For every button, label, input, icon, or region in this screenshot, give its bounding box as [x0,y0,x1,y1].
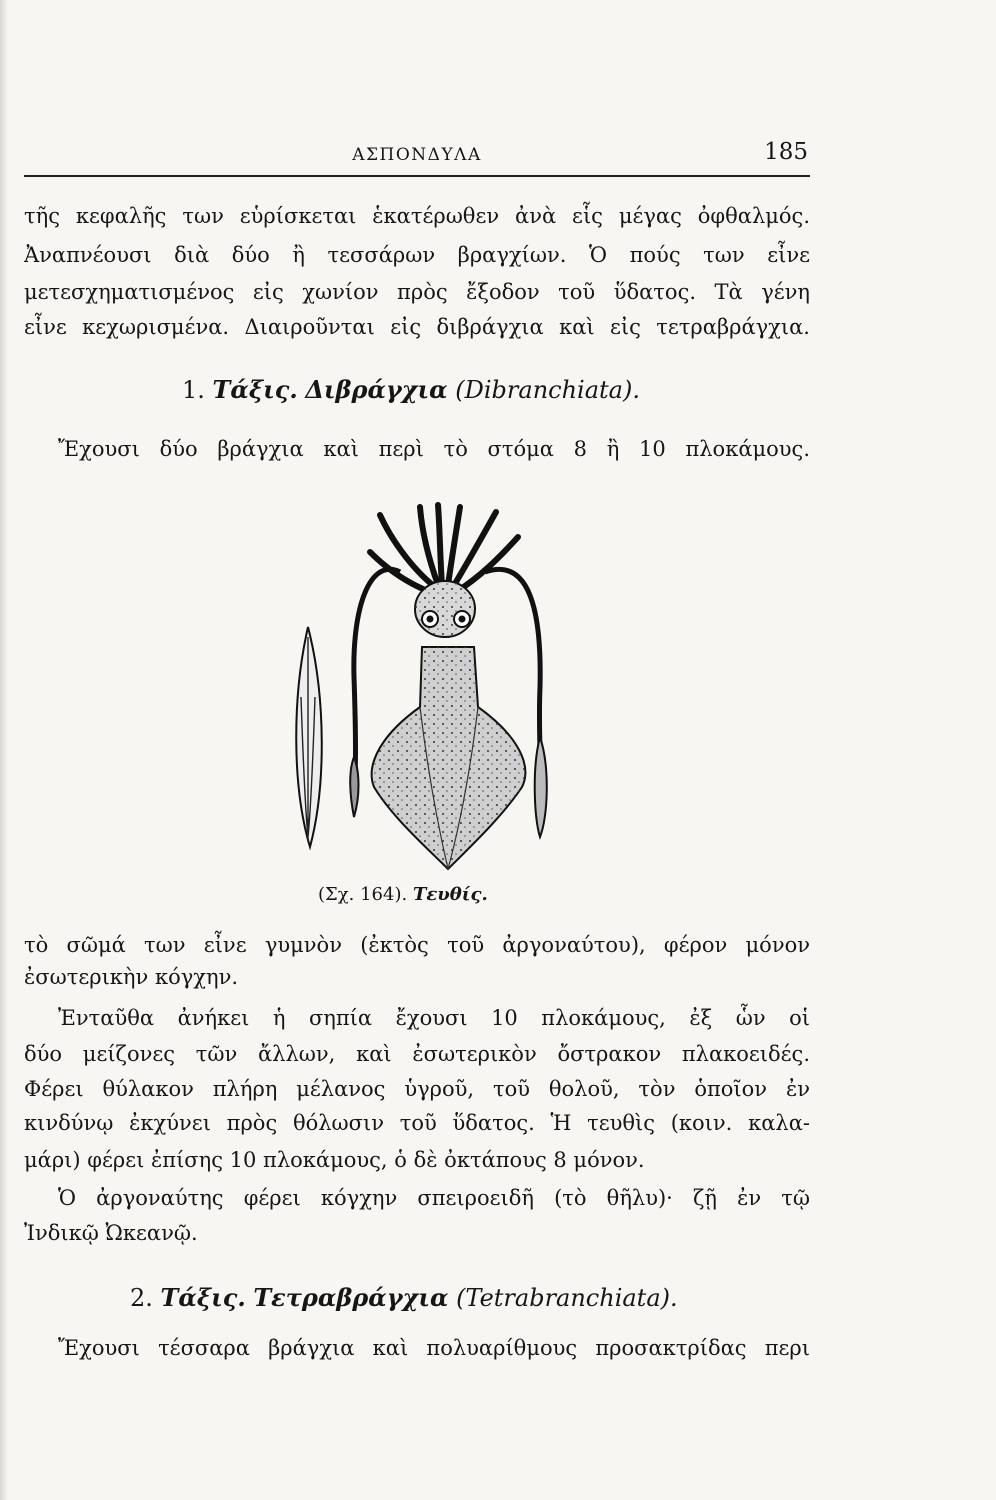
text-line: τὸ σῶμά των εἶνε γυμνὸν (ἐκτὸς τοῦ ἀργοναύτου), φέρον μόνον [24,933,810,957]
text-line: Ὁ ἀργοναύτης φέρει κόγχην σπειροειδῆ (τὸ θῆλυ)· ζῇ ἐν τῷ [58,1186,810,1210]
section-number: 1. [182,376,205,404]
figure-caption [318,884,488,905]
page-number: 185 [764,139,808,165]
section-number: 2. [130,1284,153,1312]
text-line: Ἔχουσι τέσσαρα βράγχια καὶ πολυαρίθμους προσακτρίδας περι [58,1336,810,1360]
section-name: Τετραβράγχια [253,1283,449,1312]
figure-label: (Σχ. 164). [318,884,408,905]
section-taxis: Τάξις. [212,375,298,404]
squid-illustration [270,497,570,877]
section-name: Διβράγχια [305,375,448,404]
text-line: ἐσωτερικὴν κόγχην. [24,965,239,989]
text-line: κινδύνῳ ἐκχύνει πρὸς θόλωσιν τοῦ ὕδατος. Ἡ τευθὶς (κοιν. καλα- [24,1111,810,1135]
section-latin: (Dibranchiata). [455,376,640,404]
text-line: Ἔχουσι δύο βράγχια καὶ περὶ τὸ στόμα 8 ἢ 10 πλοκάμους. [58,437,810,461]
text-line: μάρι) φέρει ἐπίσης 10 πλοκάμους, ὁ δὲ ὀκτάπους 8 μόνον. [24,1148,645,1172]
figure-name: Τευθίς. [412,884,488,905]
page-edge-shadow [0,0,8,1500]
text-line: μετεσχηματισμένος εἰς χωνίον πρὸς ἔξοδον τοῦ ὕδατος. Τὰ γένη [24,280,810,304]
section-taxis: Τάξις. [160,1283,246,1312]
page-header [24,135,810,177]
text-line: Ἰνδικῷ Ὠκεανῷ. [24,1221,198,1245]
text-line: εἶνε κεχωρισμένα. Διαιροῦνται εἰς διβράγχια καὶ εἰς τετραβράγχια. [24,315,810,339]
section-heading-dibranchiata [182,375,640,404]
text-line: Φέρει θύλακον πλήρη μέλανος ὑγροῦ, τοῦ θολοῦ, τὸν ὁποῖον ἐν [24,1077,810,1101]
text-line: δύο μείζονες τῶν ἄλλων, καὶ ἐσωτερικὸν ὄστρακον πλακοειδές. [24,1042,810,1066]
running-title: ΑΣΠΟΝΔΥΛΑ [352,145,482,165]
text-line: τῆς κεφαλῆς των εὑρίσκεται ἑκατέρωθεν ἀνὰ εἷς μέγας ὀφθαλμός. [24,204,810,228]
text-line: Ἐνταῦθα ἀνήκει ἡ σηπία ἔχουσι 10 πλοκάμους, ἐξ ὧν οἱ [58,1006,810,1030]
text-line: Ἀναπνέουσι διὰ δύο ἢ τεσσάρων βραγχίων. Ὁ πούς των εἶνε [24,243,810,267]
section-latin: (Tetrabranchiata). [456,1284,678,1312]
section-heading-tetrabranchiata [130,1283,678,1312]
